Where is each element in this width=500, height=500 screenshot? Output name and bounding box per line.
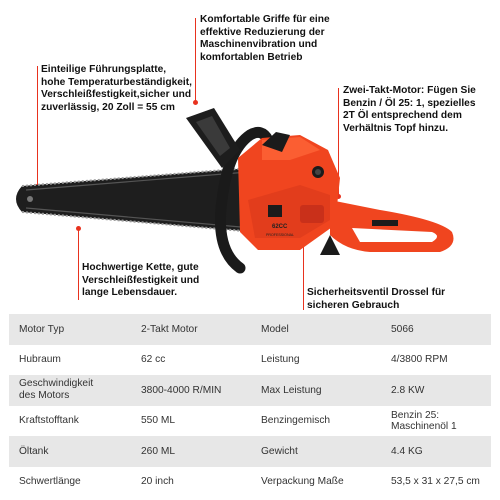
spec-value: 550 ML <box>131 406 251 437</box>
spec-value: 62 cc <box>131 345 251 376</box>
callout-chain-line: Hochwertige Kette, gute <box>82 262 199 273</box>
table-row <box>9 345 491 376</box>
spec-key-line: Geschwindigkeit <box>19 378 94 390</box>
spec-value: 53,5 x 31 x 27,5 cm <box>381 467 491 498</box>
spec-value: 2-Takt Motor <box>131 314 251 345</box>
callout-engine-line: Verhältnis Topf hinzu. <box>343 122 449 134</box>
spec-key: Gewicht <box>251 436 381 467</box>
callout-engine-line: 2T Öl entsprechend dem <box>343 110 462 122</box>
spec-key: Öltank <box>9 436 131 467</box>
spec-value: 3800-4000 R/MIN <box>131 375 251 406</box>
spec-key-line: des Motors <box>19 390 70 402</box>
callout-bar-line: Verschleißfestigkeit,sicher und <box>41 89 192 101</box>
rear-handle <box>320 200 454 255</box>
spec-value: Benzin 25: Maschinenöl 1 <box>381 406 491 437</box>
callout-bar-line: hohe Temperaturbeständigkeit, <box>41 76 192 88</box>
spec-key: Verpackung Maße <box>251 467 381 498</box>
spec-key: Leistung <box>251 345 381 376</box>
spec-key: Schwertlänge <box>9 467 131 498</box>
callout-engine-line: Zwei-Takt-Motor: Fügen Sie <box>343 85 476 96</box>
specs-table <box>9 314 491 497</box>
callout-grips-line: Maschinenvibration und <box>200 39 318 51</box>
callout-engine-line: Benzin / Öl 25: 1, spezielles <box>343 97 476 109</box>
callout-valve-line: Sicherheitsventil Drossel für <box>307 287 446 298</box>
table-row <box>9 314 491 345</box>
callout-grips-line: komfortablen Betrieb <box>200 51 303 63</box>
callout-grips-line: Komfortable Griffe für eine <box>200 14 330 25</box>
callout-bar-line: Einteilige Führungsplatte, <box>41 64 167 75</box>
spec-value: 2.8 KW <box>381 375 491 406</box>
spec-key: Benzingemisch <box>251 406 381 437</box>
spec-value: 4/3800 RPM <box>381 345 491 376</box>
spec-value: 4.4 KG <box>381 436 491 467</box>
table-row <box>9 467 491 498</box>
spec-key: Motor Typ <box>9 314 131 345</box>
callout-bar-line: zuverlässig, 20 Zoll = 55 cm <box>41 101 175 113</box>
table-row <box>9 375 491 406</box>
table-row <box>9 436 491 467</box>
spec-key: Hubraum <box>9 345 131 376</box>
callout-chain-line: Verschleißfestigkeit und <box>82 274 200 286</box>
table-row <box>9 406 491 437</box>
spec-key: Kraftstofftank <box>9 406 131 437</box>
callout-chain-line: lange Lebensdauer. <box>82 287 178 299</box>
callout-grips-line: effektive Reduzierung der <box>200 26 325 38</box>
callout-valve-line: sicheren Gebrauch <box>307 299 400 311</box>
model-label: 62CC <box>272 224 288 230</box>
spec-value: 260 ML <box>131 436 251 467</box>
engine-body <box>238 132 340 250</box>
spec-value: 20 inch <box>131 467 251 498</box>
model-sublabel: PROFESSIONAL <box>266 233 294 237</box>
spec-key: Model <box>251 314 381 345</box>
spec-key: Max Leistung <box>251 375 381 406</box>
spec-value: 5066 <box>381 314 491 345</box>
spec-key <box>9 375 131 406</box>
